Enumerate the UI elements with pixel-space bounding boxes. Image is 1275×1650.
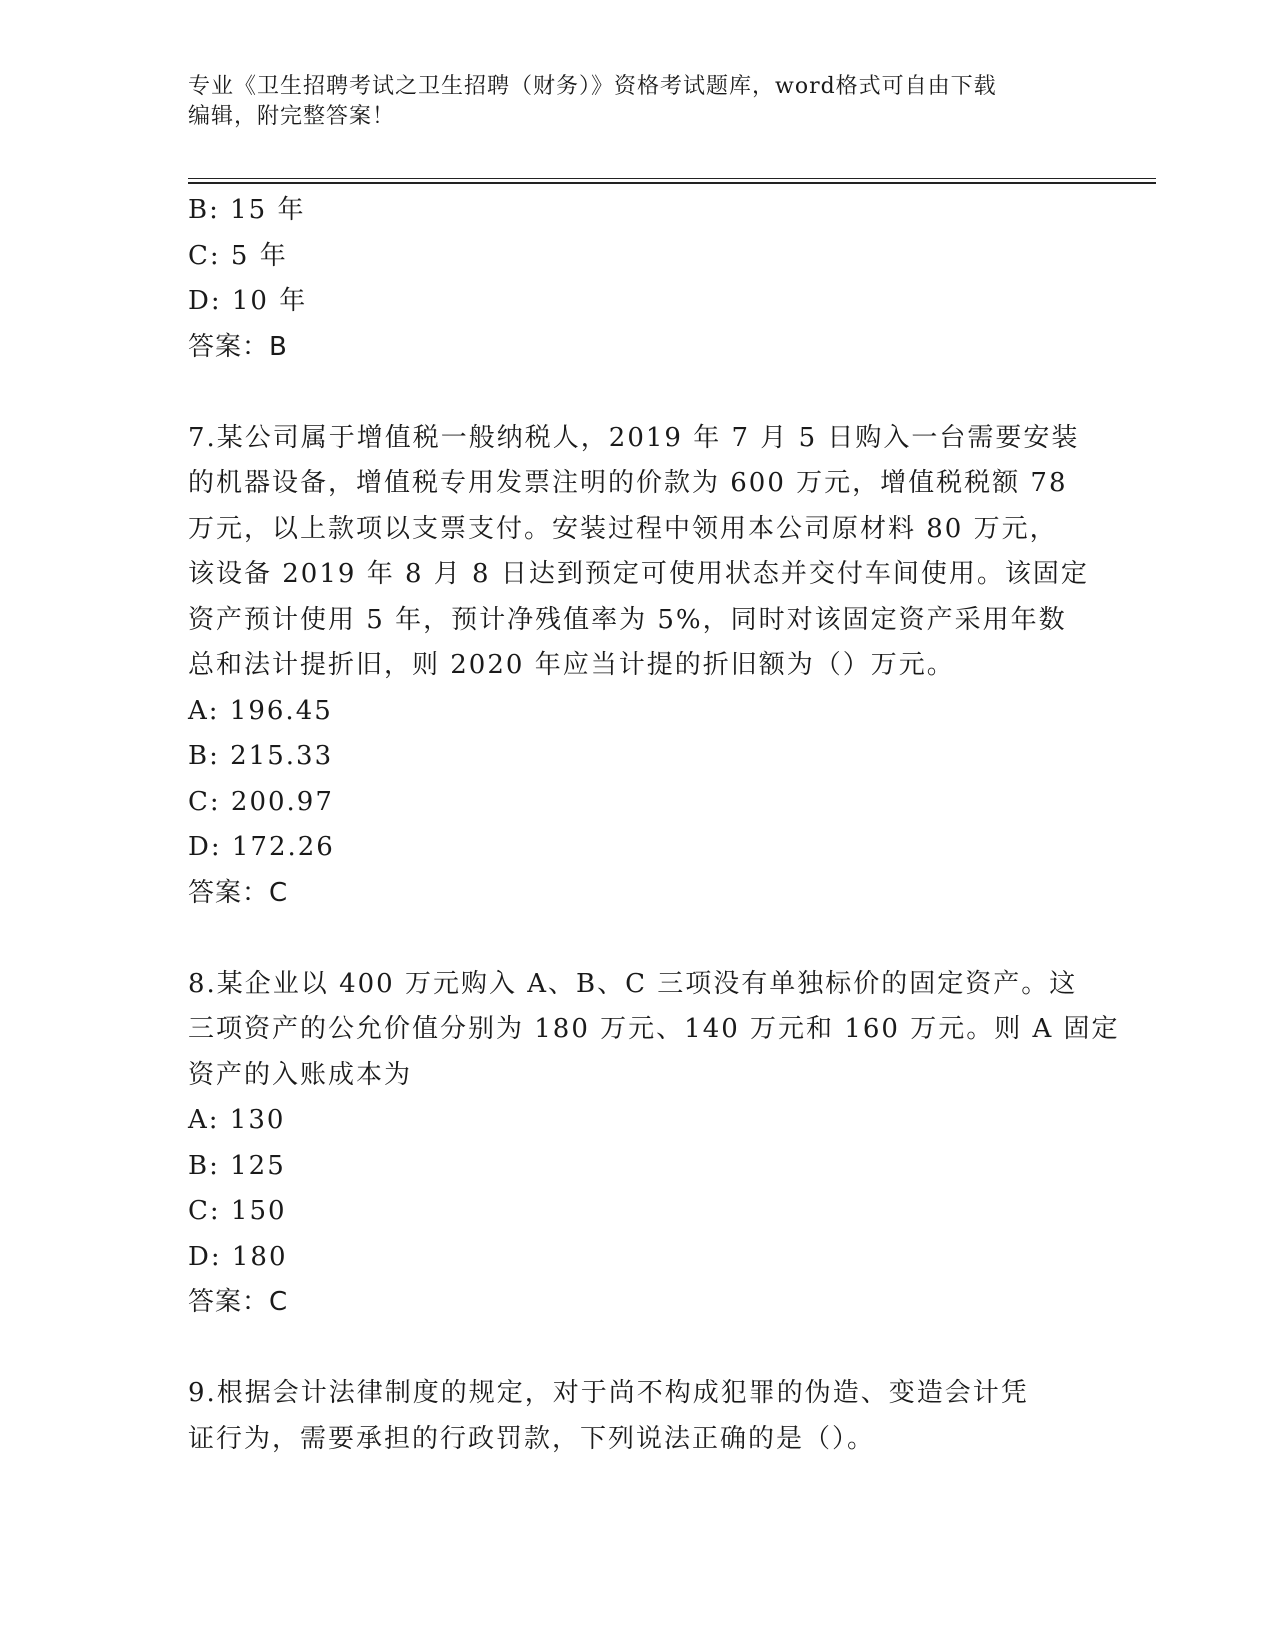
answer-label: 答案：C xyxy=(188,1287,289,1317)
question-text-line: 7.某公司属于增值税一般纳税人，2019 年 7 月 5 日购入一台需要安装 xyxy=(188,422,1080,453)
answer-label: 答案：C xyxy=(188,877,289,908)
option-a: A: 130 xyxy=(188,1105,286,1135)
question-8 xyxy=(188,962,1120,1326)
header-divider-thin xyxy=(188,178,1156,179)
option-d: D: 172.26 xyxy=(188,832,335,862)
document-body xyxy=(188,188,1120,1462)
question-text-line: 万元，以上款项以支票支付。安装过程中领用本公司原材料 80 万元， xyxy=(188,513,1058,544)
option-d: D: 180 xyxy=(188,1241,288,1272)
option-b: B: 125 xyxy=(188,1150,286,1181)
header-line-2: 编辑，附完整答案！ xyxy=(188,104,396,129)
header-line-1: 专业《卫生招聘考试之卫生招聘（财务）》资格考试题库，word格式可自由下载 xyxy=(188,74,997,99)
question-text-line: 资产预计使用 5 年，预计净残值率为 5%，同时对该固定资产采用年数 xyxy=(188,604,1067,635)
question-text-line: 证行为，需要承担的行政罚款，下列说法正确的是（）。 xyxy=(188,1423,876,1454)
option-d: D: 10 年 xyxy=(188,286,308,316)
option-b: B: 215.33 xyxy=(188,741,334,771)
answer-label: 答案：B xyxy=(188,331,288,362)
question-text-line: 8.某企业以 400 万元购入 A、B、C 三项没有单独标价的固定资产。这 xyxy=(188,968,1078,999)
spacer xyxy=(188,916,1088,962)
page-header xyxy=(188,72,1088,132)
spacer xyxy=(188,370,1088,416)
option-c: C: 200.97 xyxy=(188,786,334,817)
header-divider-thick xyxy=(188,182,1156,184)
question-text-line: 的机器设备，增值税专用发票注明的价款为 600 万元，增值税税额 78 xyxy=(188,468,1068,498)
option-a: A: 196.45 xyxy=(188,695,333,726)
option-b: B: 15 年 xyxy=(188,195,306,225)
question-text-line: 资产的入账成本为 xyxy=(188,1059,413,1090)
option-c: C: 150 xyxy=(188,1196,287,1226)
question-text-line: 三项资产的公允价值分别为 180 万元、140 万元和 160 万元。则 A 固定 xyxy=(188,1014,1120,1044)
question-7 xyxy=(188,416,1088,917)
question-text-line: 该设备 2019 年 8 月 8 日达到预定可使用状态并交付车间使用。该固定 xyxy=(188,559,1089,589)
spacer xyxy=(188,1326,1088,1372)
question-text-line: 总和法计提折旧，则 2020 年应当计提的折旧额为（）万元。 xyxy=(188,650,955,680)
question-6-tail xyxy=(188,188,1088,370)
option-c: C: 5 年 xyxy=(188,240,288,271)
question-text-line: 9.根据会计法律制度的规定，对于尚不构成犯罪的伪造、变造会计凭 xyxy=(188,1378,1029,1408)
question-9 xyxy=(188,1371,1088,1462)
